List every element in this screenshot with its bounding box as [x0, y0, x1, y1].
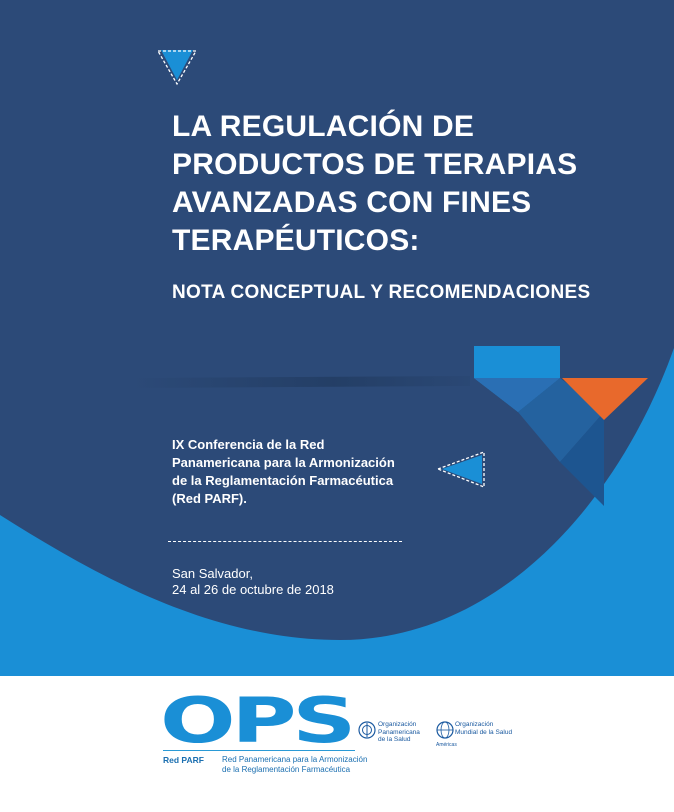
date-line: 24 al 26 de octubre de 2018: [172, 582, 334, 597]
who-emblem-icon: [436, 721, 454, 739]
logo-divider: [163, 750, 355, 751]
red-parf-line: de la Reglamentación Farmacéutica: [222, 765, 351, 774]
ops-logo: [160, 694, 356, 746]
paho-line: Organización: [378, 721, 417, 728]
paho-name: [378, 721, 420, 744]
paho-emblem-icon: [358, 721, 376, 739]
dashed-divider: [168, 541, 402, 542]
report-title: [172, 108, 642, 260]
report-subtitle: NOTA CONCEPTUAL Y RECOMENDACIONES: [172, 282, 591, 303]
svg-text:OPS: OPS: [160, 694, 352, 746]
who-region-label: Américas: [436, 742, 457, 748]
title-line: PRODUCTOS DE TERAPIAS: [172, 148, 578, 181]
conference-line: de la Reglamentación Farmacéutica: [172, 473, 394, 488]
red-parf-label: Red PARF: [163, 755, 204, 765]
shadow-band: [130, 376, 470, 388]
conference-line: (Red PARF).: [172, 491, 247, 506]
paho-line: de la Salud: [378, 736, 411, 743]
who-line: Mundial de la Salud: [455, 728, 513, 736]
title-line: TERAPÉUTICOS:: [172, 224, 420, 257]
place-line: San Salvador,: [172, 566, 253, 581]
red-parf-line: Red Panamericana para la Armonización: [222, 755, 368, 764]
who-name: [455, 721, 512, 736]
title-line: AVANZADAS CON FINES: [172, 186, 532, 219]
red-parf-full-name: [222, 755, 367, 775]
place-and-date: [172, 566, 334, 598]
conference-name: [172, 436, 432, 508]
who-line: Organización: [455, 721, 494, 728]
conference-line: Panamericana para la Armonización: [172, 455, 395, 470]
top-triangle-icon: [158, 50, 196, 84]
footer-logos: [0, 676, 674, 812]
conference-line: IX Conferencia de la Red: [172, 437, 325, 452]
side-triangle-icon: [438, 452, 484, 487]
paho-line: Panamericana: [378, 728, 420, 736]
title-line: LA REGULACIÓN DE: [172, 110, 475, 143]
